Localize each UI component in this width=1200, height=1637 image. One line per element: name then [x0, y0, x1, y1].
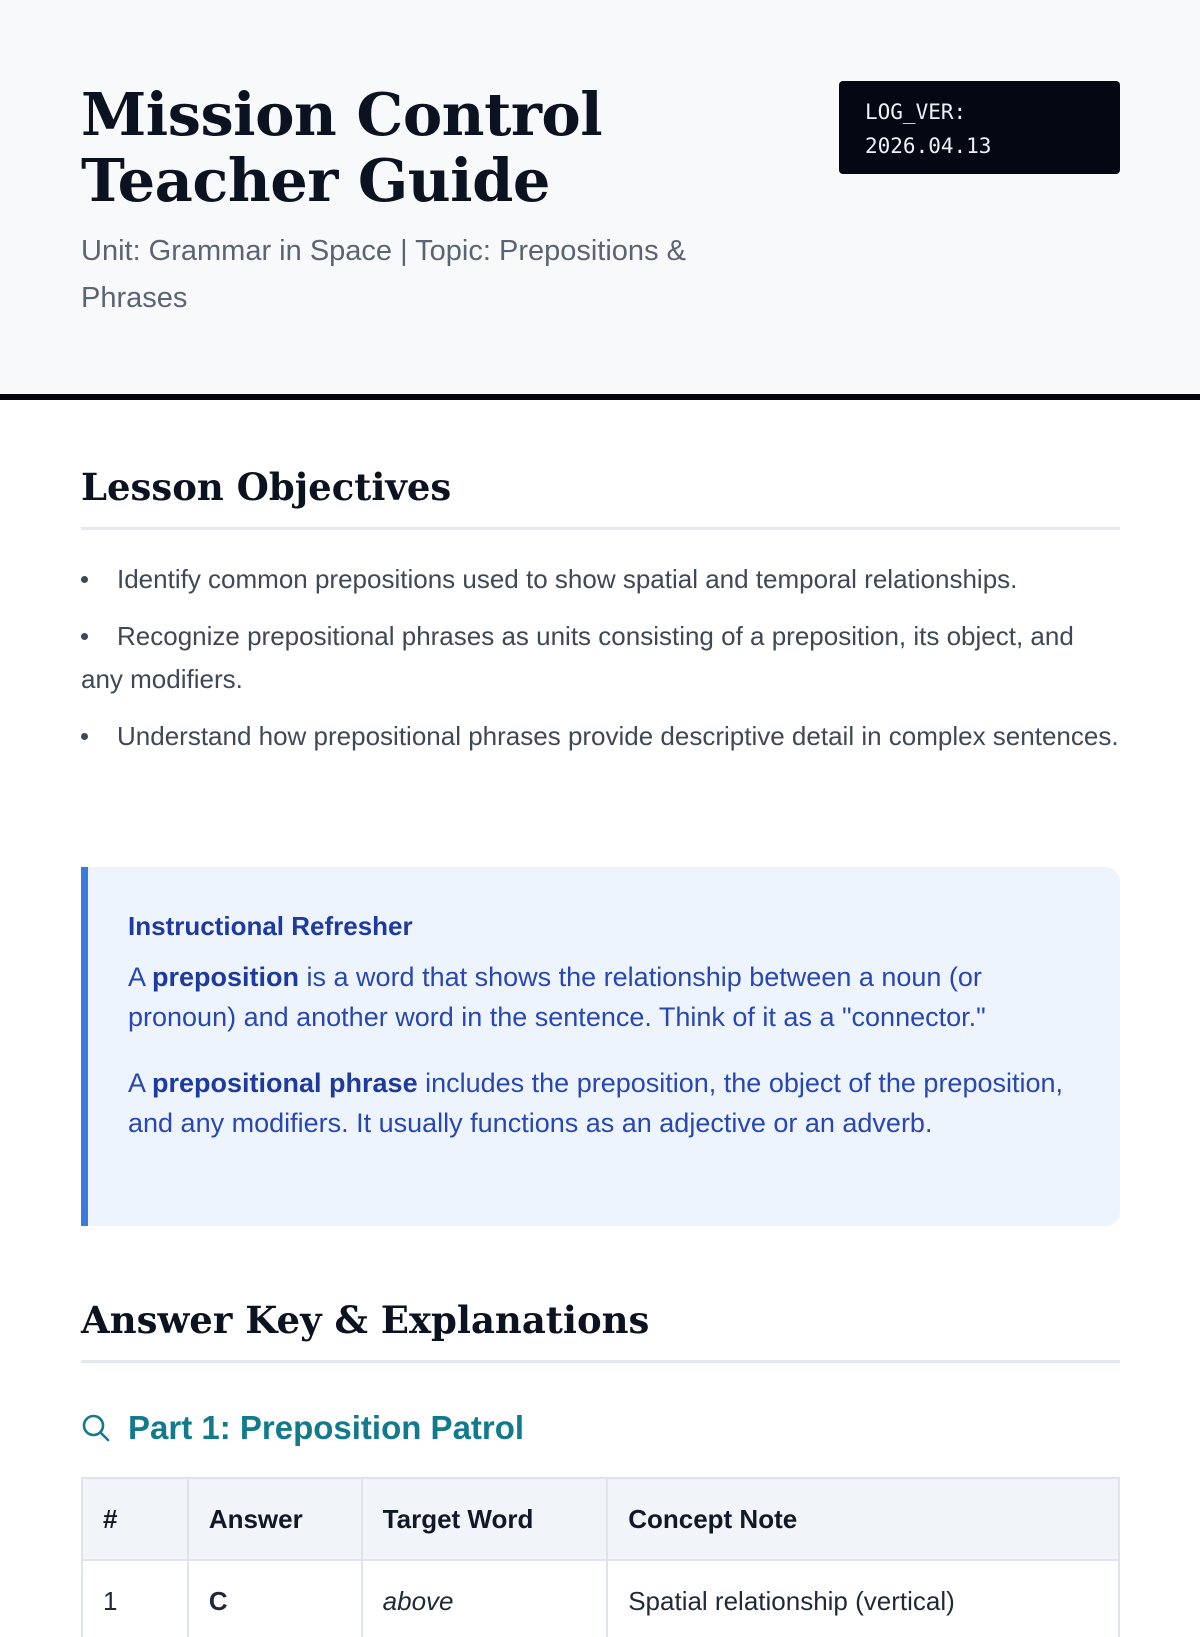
answer-table — [81, 1477, 1120, 1637]
refresher-p2-prefix: A — [128, 1068, 153, 1098]
objective-text: Recognize prepositional phrases as units consisting of a preposition, its object, and any modifiers. — [81, 621, 1074, 694]
bullet-icon — [81, 633, 88, 640]
objectives-list — [81, 558, 1120, 772]
objectives-heading: Lesson Objectives — [81, 462, 1120, 530]
bullet-icon — [81, 576, 88, 583]
objective-item — [81, 715, 1120, 758]
bullet-icon — [81, 733, 88, 740]
page-header — [0, 0, 1200, 400]
log-version-label: LOG_VER: — [865, 100, 967, 124]
search-icon — [81, 1413, 111, 1443]
refresher-paragraph-preposition — [128, 957, 1080, 1037]
refresher-p1-prefix: A — [128, 962, 153, 992]
refresher-term-phrase: prepositional phrase — [152, 1068, 418, 1098]
log-version-value: 2026.04.13 — [865, 134, 992, 158]
objective-text: Understand how prepositional phrases provide descriptive detail in complex sentences. — [117, 721, 1119, 751]
table-header-row — [82, 1478, 1119, 1560]
answer-table-container — [81, 1477, 1120, 1637]
cell-concept-note: Spatial relationship (vertical) — [607, 1560, 1119, 1637]
part1-heading — [81, 1403, 524, 1453]
log-version-badge — [839, 81, 1120, 174]
table-row — [82, 1560, 1119, 1637]
cell-target-word: above — [362, 1560, 608, 1637]
refresher-p2-text: includes the preposition, the object of the preposition, and any modifiers. It usually functions as an adjective or an adverb. — [128, 1068, 1064, 1138]
page-title: Mission Control Teacher Guide — [81, 80, 603, 215]
column-header-answer: Answer — [188, 1478, 362, 1560]
part1-title: Part 1: Preposition Patrol — [128, 1409, 525, 1446]
objective-item — [81, 558, 1120, 601]
column-header-number: # — [82, 1478, 188, 1560]
objective-item — [81, 615, 1120, 701]
refresher-p1-text: is a word that shows the relationship between a noun (or pronoun) and another word in the sentence. Think of it as a "connector." — [128, 962, 986, 1032]
cell-number: 1 — [82, 1560, 188, 1637]
cell-answer: C — [188, 1560, 362, 1637]
instructional-refresher-callout — [81, 867, 1120, 1226]
objective-text: Identify common prepositions used to show spatial and temporal relationships. — [117, 564, 1018, 594]
answers-heading: Answer Key & Explanations — [81, 1295, 1120, 1363]
refresher-paragraph-phrase — [128, 1063, 1080, 1143]
column-header-concept-note: Concept Note — [607, 1478, 1119, 1560]
refresher-title: Instructional Refresher — [128, 911, 413, 941]
refresher-term-preposition: preposition — [152, 962, 300, 992]
page-subtitle: Unit: Grammar in Space | Topic: Prepositions & Phrases — [81, 235, 686, 314]
column-header-target-word: Target Word — [362, 1478, 608, 1560]
